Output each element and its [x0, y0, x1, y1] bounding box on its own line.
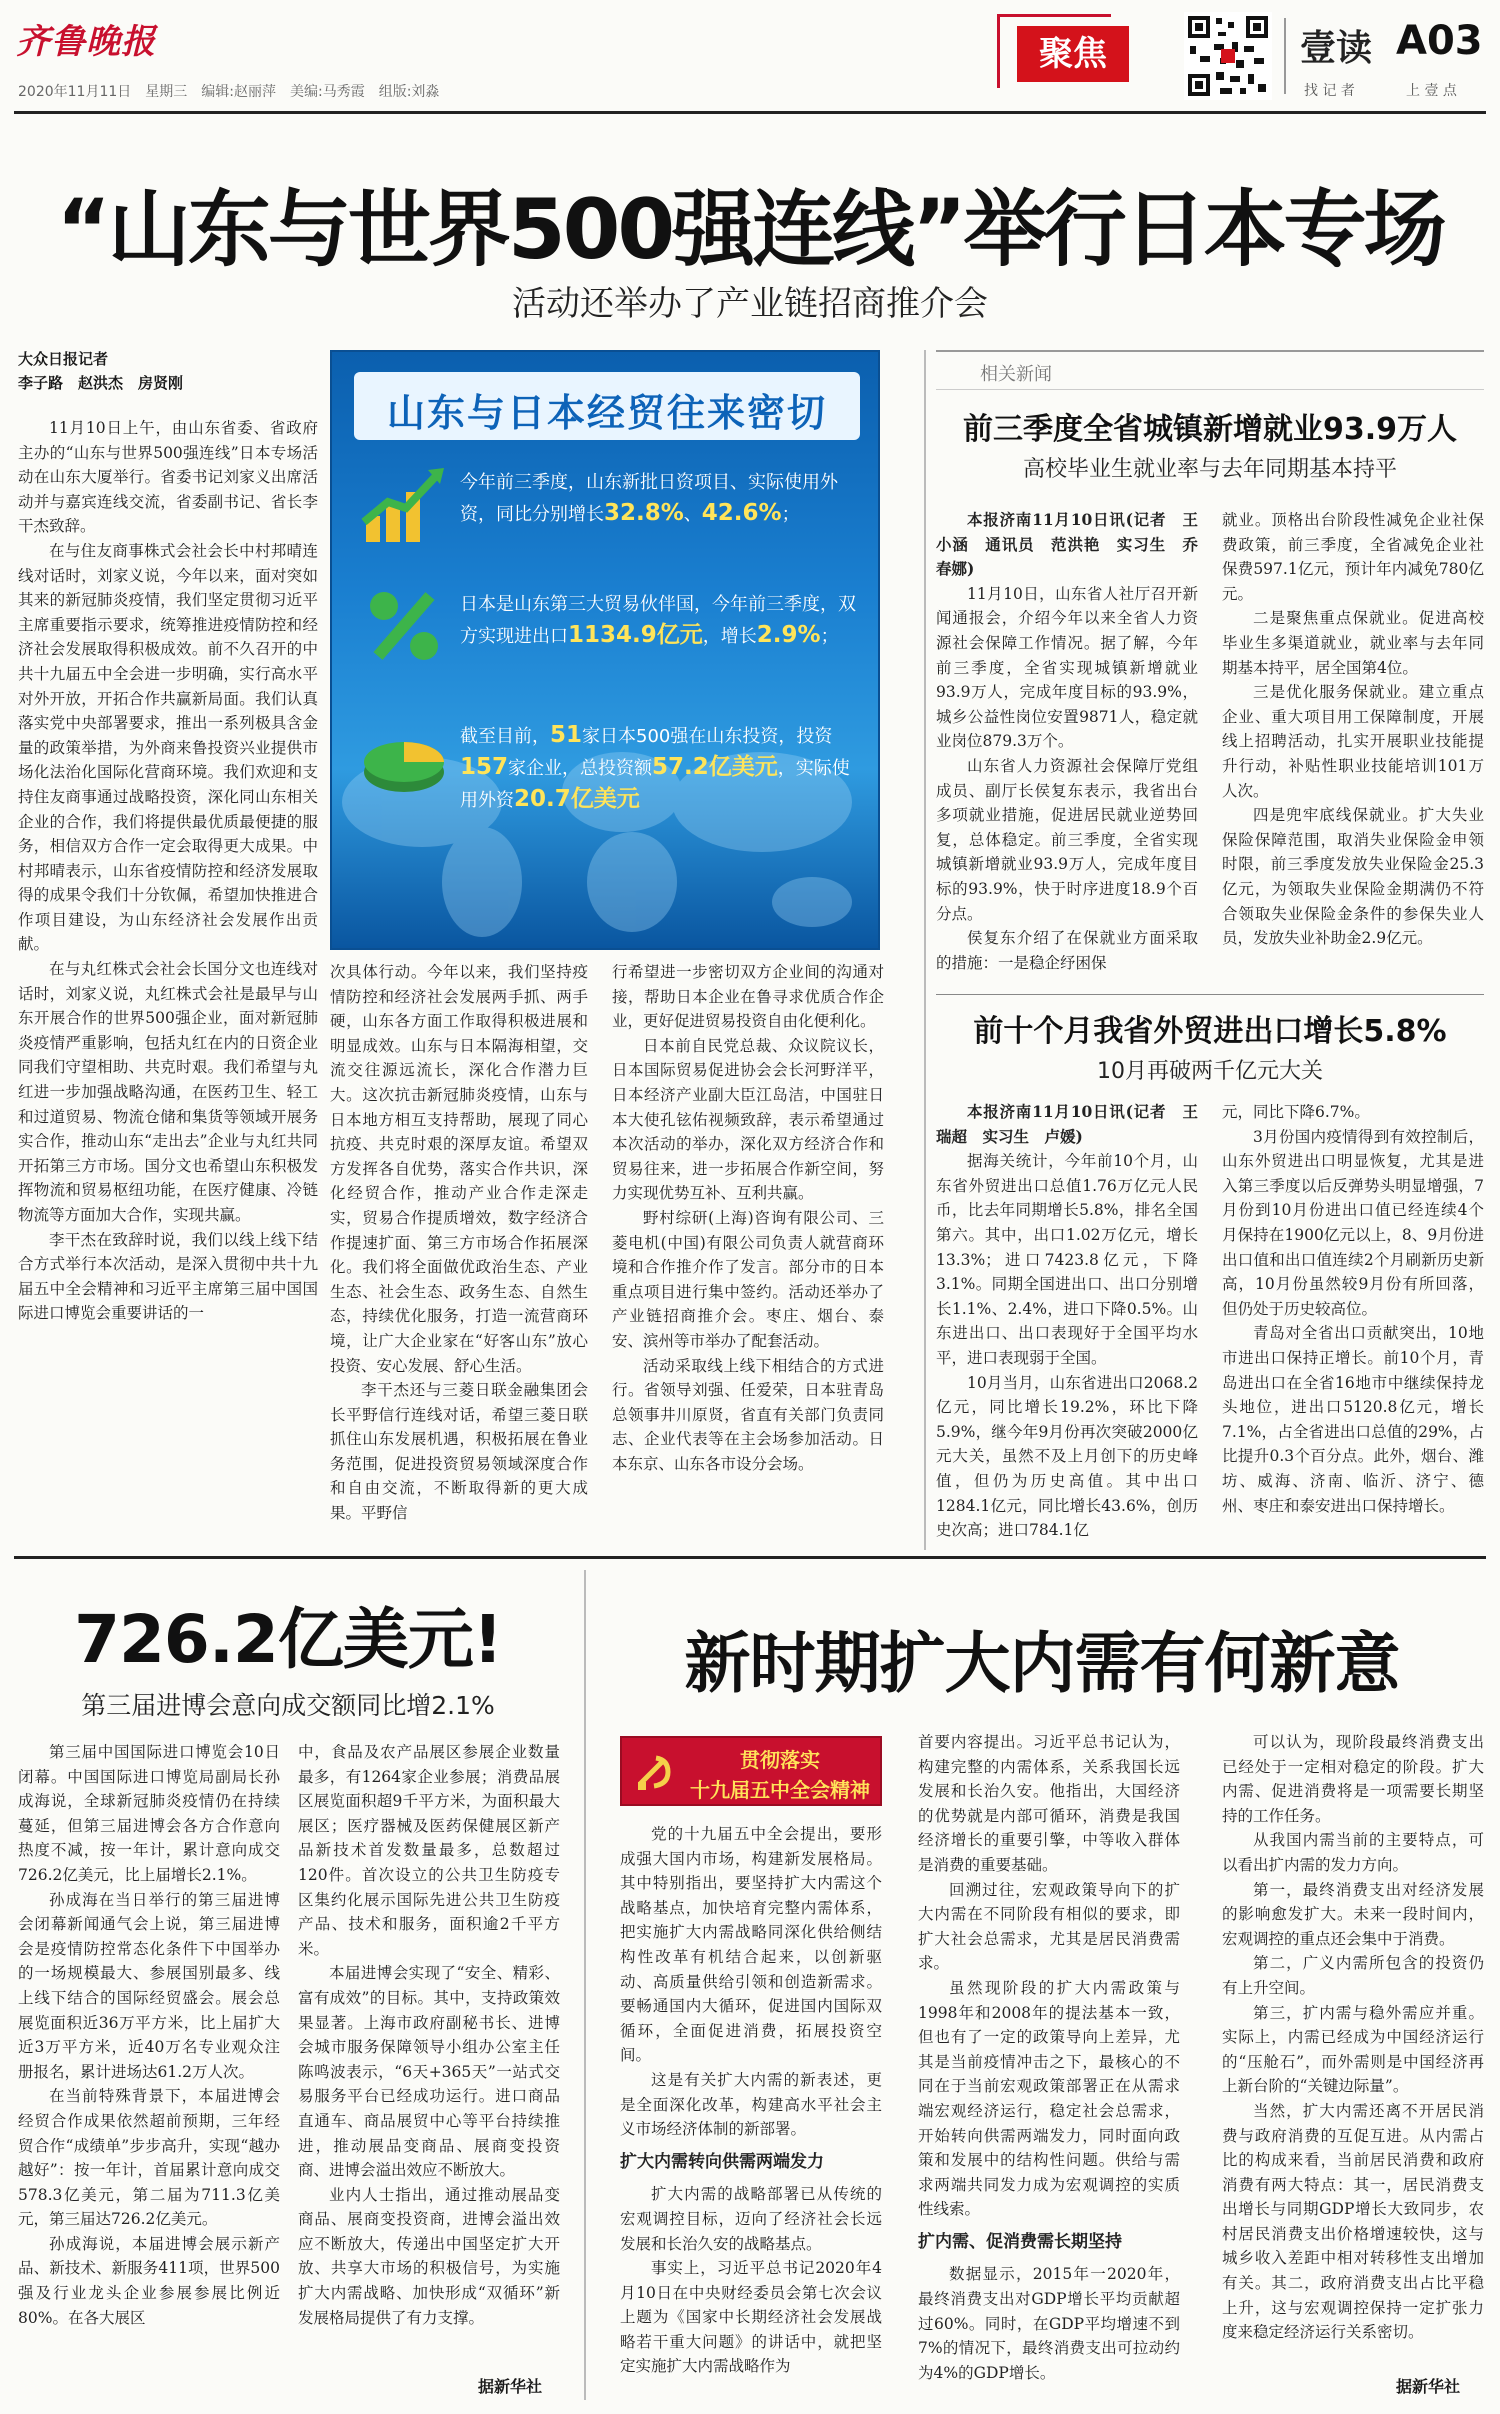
lower-section-rule: [14, 1556, 1486, 1559]
paragraph: 事实上，习近平总书记2020年4月10日在中央财经委员会第七次会议上题为《国家中长期经济社会发展战略若干重大问题》的讲话中，就把坚定实施扩大内需战略作为: [620, 2259, 882, 2376]
paragraph: 当然，扩大内需还离不开居民消费与政府消费的互促互进。从内需占比的构成来看，当前居民消费和政府消费有两大特点：其一，居民消费支出增长与同期GDP增长大致同步，农村居民消费支出价格增速较快，这与城乡收入差距中相对转移性支出增加有关。其二，政府消费支出占比平稳上升，这与宏观调控保持一定扩张力度来稳定经济运行关系密切。: [1222, 2101, 1484, 2342]
paragraph: 次具体行动。今年以来，我们坚持疫情防控和经济社会发展两手抓、两手硬，山东各方面工作取得积极进展和明显成效。山东与日本隔海相望，交流交往源远流长，深化合作潜力巨大。这次抗击新冠肺炎疫情，山东与日本地方相互支持帮助，展现了同心抗疫、共克时艰的深厚友谊。希望双方发挥各自优势，落实合作共识，深化经贸合作，推动产业合作走深走实，贸易合作提质增效，数字经济合作提速扩面、第三方市场合作拓展深化。我们将全面做优政治生态、产业生态、社会生态、政务生态、自然生态，持续优化服务，打造一流营商环境，让广大企业家在“好客山东”放心投资、安心发展、舒心生活。: [330, 963, 588, 1375]
paragraph: 业内人士指出，通过推动展品变商品、展商变投资商，进博会溢出效应不断放大，传递出中国坚定扩大开放、共享大市场的积极信号，为实施扩大内需战略、加快形成“双循环”新发展格局提供了有力支撑。: [298, 2185, 560, 2327]
infographic-item-1: 今年前三季度，山东新批日资项目、实际使用外资，同比分别增长32.8%、42.6%；: [460, 472, 838, 526]
related-story-2-column-1: [936, 1100, 1198, 1544]
paragraph: 野村综研(上海)咨询有限公司、三菱电机(中国)有限公司负责人就营商环境和合作推介作了发言。部分市的日本重点项目进行集中签约。活动还举办了产业链招商推介会。枣庄、烟台、泰安、滨州等市举办了配套活动。: [612, 1208, 884, 1350]
demand-subhead-1: 扩大内需转向供需两端发力: [620, 2151, 824, 2172]
page-number: A03: [1396, 18, 1483, 64]
related-story-1-headline: 前三季度全省城镇新增就业93.9万人: [962, 412, 1458, 447]
paragraph: 在与住友商事株式会社会长中村邦晴连线对话时，刘家义说，今年以来，面对突如其来的新冠肺炎疫情，我们坚定贯彻习近平主席重要指示要求，统筹推进疫情防控和经济社会发展取得积极成效。前不久召开的中共十九届五中全会进一步明确，实行高水平对外开放，开拓合作共赢新局面。我们认真落实党中央部署要求，推出一系列极具含金量的政策举措，为外商来鲁投资兴业提供市场化法治化国际化营商环境。我们欢迎和支持住友商事通过战略投资，深化同山东相关企业的合作，我们将提供最优质最便捷的服务，相信双方合作一定会取得更大成果。中村邦晴表示，山东省疫情防控和经济发展取得的成果令我们十分钦佩，希望加快推进合作项目建设，为山东经济社会发展作出贡献。: [18, 541, 318, 954]
paragraph: 三是优化服务保就业。建立重点企业、重大项目用工保障制度，开展线上招聘活动，扎实开展职业技能提升行动，补贴性职业技能培训101万人次。: [1222, 683, 1484, 800]
header-divider: [1284, 18, 1286, 94]
expo-divider: [584, 1570, 586, 2400]
lead-column-1: [18, 416, 318, 1541]
demand-badge: [620, 1736, 882, 1806]
paragraph: 第三届中国国际进口博览会10日闭幕。中国国际进口博览局副局长孙成海说，全球新冠肺炎疫情仍在持续蔓延，但第三届进博会各方合作意向热度不减，按一年计，累计意向成交726.2亿美元，比上届增长2.1%。: [18, 1743, 280, 1884]
stat-value: 32.8%: [604, 500, 684, 526]
paragraph: 11月10日上午，由山东省委、省政府主办的“山东与世界500强连线”日本专场活动在山东大厦举行。省委书记刘家义出席活动并与嘉宾连线交流，省委副书记、省长李干杰致辞。: [18, 419, 318, 536]
demand-column-2: [918, 1730, 1180, 2402]
paragraph: 元，同比下降6.7%。: [1222, 1103, 1370, 1121]
paragraph: 据海关统计，今年前10个月，山东省外贸进出口总值1.76万亿元人民币，比去年同期增长5.8%，排名全国第六。其中，出口1.02万亿元，增长13.3%；进口7423.8亿元，下降3.1%。同期全国进出口、出口分别增长1.1%、2.4%，进口下降0.5%。山东进出口、出口表现好于全国平均水平，进口表现弱于全国。: [936, 1152, 1198, 1367]
paragraph: 数据显示，2015年一2020年，最终消费支出对GDP增长平均贡献超过60%。同时，在GDP平均增速不到7%的情况下，最终消费支出可拉动约为4%的GDP增长。: [918, 2265, 1180, 2382]
infographic-title: 山东与日本经贸往来密切: [386, 391, 827, 435]
growth-chart-icon: [358, 462, 446, 552]
demand-subhead-2: 扩内需、促消费需长期坚持: [918, 2231, 1122, 2252]
newspaper-logo: 齐鲁晚报: [16, 22, 156, 62]
related-story-2-column-2: [1222, 1100, 1484, 1544]
lead-infographic: [330, 350, 880, 950]
paragraph: 3月份国内疫情得到有效控制后，山东外贸进出口明显恢复，尤其是进入第三季度以后反弹势头明显增强，7月份到10月份进出口值已经连续4个月保持在1900亿元以上，8、9月份进出口值和出口值连续2个月刷新历史新高，10月份虽然较9月份有所回落，但仍处于历史较高位。: [1222, 1127, 1484, 1318]
demand-headline: 新时期扩大内需有何新意: [684, 1625, 1400, 1702]
paragraph: 可以认为，现阶段最终消费支出已经处于一定相对稳定的阶段。扩大内需、促进消费将是一项需要长期坚持的工作任务。: [1222, 1733, 1484, 1825]
demand-source: 据新华社: [1396, 2377, 1461, 2396]
paragraph: 青岛对全省出口贡献突出，10地市进出口保持正增长。前10个月，青岛进出口在全省16地市中继续保持龙头地位，进出口5120.8亿元，增长7.1%，占全省进出口总值的29%，占比提升0.3个百分点。此外，烟台、潍坊、威海、济南、临沂、济宁、德州、枣庄和泰安进出口保持增长。: [1222, 1324, 1484, 1515]
demand-badge-line-2: 十九届五中全会精神: [690, 1778, 870, 1802]
related-divider: [924, 350, 926, 1550]
lead-column-2: [318, 960, 588, 1540]
paragraph: 在与丸红株式会社会长国分文也连线对话时，刘家义说，丸红株式会社是最早与山东开展合作的世界500强企业，面对新冠肺炎疫情严重影响，包括丸红在内的日资企业同我们守望相助、共克时艰。我们希望与丸红进一步加强战略沟通，在医药卫生、轻工和过道贸易、物流仓储和集货等领域开展务实合作，推动山东“走出去”企业与丸红共同开拓第三方市场。国分文也希望山东积极发挥物流和贸易枢纽功能，在医疗健康、冷链物流等方面加大合作，实现共赢。: [18, 960, 318, 1224]
paragraph: 中，食品及农产品展区参展企业数量最多，有1264家企业参展；消费品展区展览面积超9千平方米，为面积最大展区；医疗器械及医药保健展区新产品新技术首发数量最多，总数超过120件。首次设立的公共卫生防疫专区集约化展示国际先进公共卫生防疫产品、技术和服务，面积逾2千平方米。: [298, 1743, 560, 1958]
paragraph: 李干杰还与三菱日联金融集团会长平野信行连线对话，希望三菱日联抓住山东发展机遇，积极拓展在鲁业务范围，促进投资贸易领域深度合作和自由交流，不断取得新的更大成果。平野信: [330, 1381, 588, 1523]
paragraph: 第二，广义内需所包含的投资仍有上升空间。: [1222, 1954, 1484, 1997]
paragraph: 党的十九届五中全会提出，要形成强大国内市场，构建新发展格局。其中特别指出，要坚持扩大内需这个战略基点，加快培育完整内需体系，把实施扩大内需战略同深化供给侧结构性改革有机结合起来，以创新驱动、高质量供给引领和创造新需求。要畅通国内大循环，促进国内国际双循环，全面促进消费，拓展投资空间。: [620, 1825, 882, 2065]
page-motto: 壹读: [1300, 28, 1373, 69]
infographic-item-3: 截至目前，51家日本500强在山东投资，投资157家企业，总投资额57.2亿美元，实际使用外资20.7亿美元: [460, 722, 850, 812]
related-story-2-headline: 前十个月我省外贸进出口增长5.8%: [973, 1014, 1447, 1049]
stat-value: 2.9%: [756, 622, 821, 648]
paragraph: 山东省人力资源社会保障厅党组成员、副厅长侯复东表示，我省出台多项就业措施，促进居民就业逆势回复，总体稳定。前三季度，全省实现城镇新增就业93.9万人，完成年度目标的93.9%，快于时序进度18.9个百分点。: [936, 756, 1198, 923]
related-story-1-subheadline: 高校毕业生就业率与去年同期基本持平: [1022, 457, 1397, 482]
section-badge: 聚焦: [1017, 26, 1129, 82]
expo-subheadline: 第三届进博会意向成交额同比增2.1%: [81, 1691, 495, 1720]
stat-value: 51: [550, 722, 583, 748]
date-line: 2020年11月11日 星期三 编辑:赵丽萍 美编:马秀霞 组版:刘淼: [18, 84, 440, 100]
paragraph: 孙成海说，本届进博会展示新产品、新技术、新服务411项，世界500强及行业龙头企业参展参展比例近80%。在各大展区: [18, 2234, 280, 2327]
expo-headline: 726.2亿美元!: [74, 1601, 502, 1678]
demand-column-1: [620, 1822, 882, 2402]
paragraph: 侯复东介绍了在保就业方面采取的措施：一是稳企纾困保: [936, 929, 1198, 972]
paragraph: 四是兜牢底线保就业。扩大失业保险保障范围，取消失业保险金申领时限，前三季度发放失业保险金25.3亿元，为领取失业保险金期满仍不符合领取失业保险金条件的参保失业人员，发放失业补助金2.9亿元。: [1222, 806, 1484, 948]
party-emblem-icon: [632, 1750, 676, 1794]
related-story-2-subheadline: 10月再破两千亿元大关: [1097, 1059, 1323, 1084]
lead-subheadline: 活动还举办了产业链招商推介会: [512, 284, 988, 324]
paragraph: 10月当月，山东省进出口2068.2亿元，同比增长19.2%，环比下降5.9%，继今年9月份再次突破2000亿元大关，虽然不及上月创下的历史峰值，但仍为历史高值。其中出口1284.1亿元，同比增长43.6%，创历史次高；进口784.1亿: [936, 1373, 1198, 1540]
lead-byline-label: 大众日报记者: [18, 350, 109, 368]
paragraph: 孙成海在当日举行的第三届进博会闭幕新闻通气会上说，第三届进博会是疫情防控常态化条件下中国举办的一场规模最大、参展国别最多、线上线下结合的国际经贸盛会。展会总展览面积近36万平方米，比上届扩大近3万平方米，近40万名专业观众注册报名，累计进场达61.2万人次。: [18, 1890, 280, 2081]
percent-icon: [362, 584, 446, 668]
paragraph: 就业。顶格出台阶段性减免企业社保费政策，前三季度，全省减免企业社保费597.1亿元，预计年内减免780亿元。: [1222, 511, 1484, 603]
paragraph: 第一，最终消费支出对经济发展的影响愈发扩大。未来一段时间内，宏观调控的重点还会集中于消费。: [1222, 1880, 1484, 1948]
paragraph: 11月10日，山东省人社厅召开新闻通报会，介绍今年以来全省人力资源社会保障工作情况。据了解，今年前三季度，全省实现城镇新增就业93.9万人，完成年度目标的93.9%，城乡公益性岗位安置9871人，稳定就业岗位879.3万个。: [936, 584, 1198, 751]
masthead-rule: [14, 111, 1486, 114]
pie-chart-icon: [358, 722, 450, 802]
related-story-1-column-1: [936, 508, 1198, 986]
paragraph: 回溯过往，宏观政策导向下的扩大内需在不同阶段有相似的要求，即扩大社会总需求，尤其是居民消费需求。: [918, 1880, 1180, 1973]
dateline: 本报济南11月10日讯(记者 王瑞超 实习生 卢媛): [936, 1102, 1198, 1146]
stat-value: 20.7亿美元: [514, 786, 640, 812]
paragraph: 第三，扩内需与稳外需应并重。实际上，内需已经成为中国经济运行的“压舱石”，而外需则是中国经济再上新台阶的“关键边际量”。: [1222, 2003, 1484, 2096]
related-label: 相关新闻: [980, 364, 1052, 385]
expo-source: 据新华社: [478, 2377, 543, 2396]
expo-column-2: [298, 1740, 560, 2366]
lead-headline: “山东与世界500强连线”举行日本专场: [56, 181, 1444, 278]
paragraph: 本届进博会实现了“安全、精彩、富有成效”的目标。其中，支持政策效果显著。上海市政府副秘书长、进博会城市服务保障领导小组办公室主任陈鸣波表示，“6天+365天”一站式交易服务平台已经成功运行。进口商品直通车、商品展贸中心等平台持续推进，推动展品变商品、展商变投资商、进博会溢出效应不断放大。: [298, 1964, 560, 2180]
related-story-1-column-2: [1222, 508, 1484, 986]
paragraph: 虽然现阶段的扩大内需政策与1998年和2008年的提法基本一致，但也有了一定的政策导向上差异，尤其是当前疫情冲击之下，最核心的不同在于当前宏观政策部署正在从需求端宏观经济运行，稳定社会总需求，开始转向供需两端发力，同时面向政策和发展中的结构性问题。供给与需求两端共同发力成为宏观调控的实质性线索。: [918, 1978, 1180, 2219]
stat-value: 157: [460, 754, 509, 780]
qr-code: [1184, 12, 1272, 100]
paragraph: 李干杰在致辞时说，我们以线上线下结合方式举行本次活动，是深入贯彻中共十九届五中全会精神和习近平主席第三届中国国际进口博览会重要讲话的一: [18, 1230, 318, 1323]
dateline: 本报济南11月10日讯(记者 王小涵 通讯员 范洪艳 实习生 乔春娜): [936, 510, 1198, 579]
paragraph: 行希望进一步密切双方企业间的沟通对接，帮助日本企业在鲁寻求优质合作企业，更好促进贸易投资自由化便利化。: [612, 963, 884, 1031]
motto-sub-left: 找 记 者: [1304, 83, 1355, 99]
infographic-item-2: 日本是山东第三大贸易伙伴国，今年前三季度，双方实现进出口1134.9亿元，增长2.9%；: [460, 594, 856, 648]
stat-value: 1134.9亿元: [568, 622, 703, 648]
paragraph: 二是聚焦重点保就业。促进高校毕业生多渠道就业，就业率与去年同期基本持平，居全国第4位。: [1222, 609, 1484, 677]
paragraph: 日本前自民党总裁、众议院议长，日本国际贸易促进协会会长河野洋平，日本经济产业副大臣江岛洁，中国驻日本大使孔铉佑视频致辞，表示希望通过本次活动的举办，深化双方经济合作和贸易往来，进一步拓展合作新空间，努力实现优势互补、互利共赢。: [612, 1036, 884, 1203]
masthead: [0, 0, 1500, 122]
paragraph: 首要内容提出。习近平总书记认为，构建完整的内需体系，关系我国长远发展和长治久安。他指出，大国经济的优势就是内部可循环，消费是我国经济增长的重要引擎，中等收入群体是消费的重要基础。: [918, 1733, 1180, 1874]
paragraph: 从我国内需当前的主要特点，可以看出扩内需的发力方向。: [1222, 1831, 1484, 1874]
lead-byline-names: 李子路 赵洪杰 房贤刚: [18, 374, 184, 392]
paragraph: 在当前特殊背景下，本届进博会经贸合作成果依然超前预期，三年经贸合作“成绩单”步步高升，实现“越办越好”：按一年计，首届累计意向成交578.3亿美元，第二届为711.3亿美元，第三届达726.2亿美元。: [18, 2087, 280, 2229]
stat-value: 42.6%: [701, 500, 782, 526]
expo-column-1: [18, 1740, 280, 2400]
demand-column-3: [1222, 1730, 1484, 2366]
related-story-divider: [936, 994, 1484, 995]
paragraph: 活动采取线上线下相结合的方式进行。省领导刘强、任爱荣，日本驻青岛总领事井川原贤，省直有关部门负责同志、企业代表等在主会场参加活动。日本东京、山东各市设分会场。: [612, 1356, 884, 1473]
paragraph: 扩大内需的战略部署已从传统的宏观调控目标，迈向了经济社会长远发展和长治久安的战略基点。: [620, 2185, 882, 2253]
demand-badge-line-1: 贯彻落实: [740, 1748, 820, 1772]
lead-column-3: [612, 960, 884, 1540]
motto-sub-right: 上 壹 点: [1406, 83, 1457, 99]
stat-value: 57.2亿美元: [652, 754, 778, 780]
paragraph: 这是有关扩大内需的新表述，更是全面深化改革，构建高水平社会主义市场经济体制的新部署。: [620, 2070, 882, 2139]
